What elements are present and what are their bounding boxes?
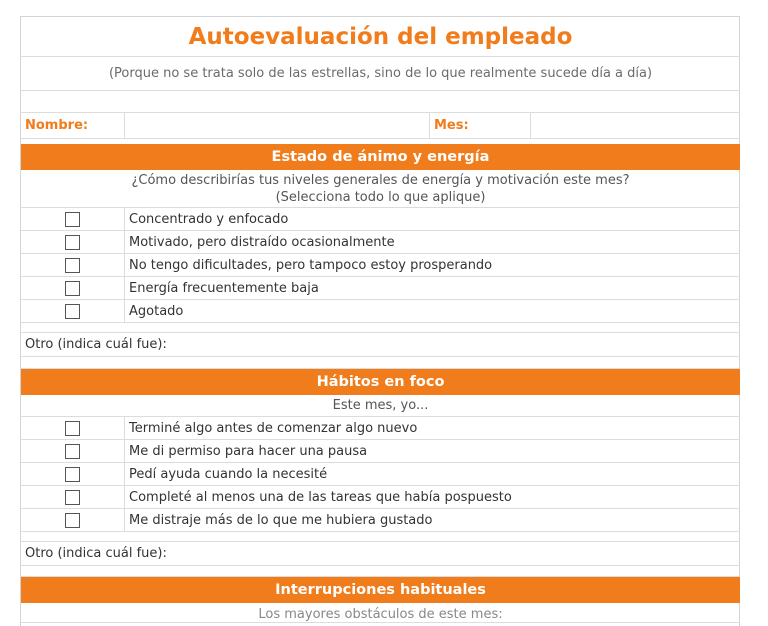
- checkbox-cell: [21, 440, 125, 462]
- checkbox-cell: [21, 486, 125, 508]
- option-row: [21, 231, 740, 254]
- spacer-row: [21, 357, 740, 369]
- other-field-energy[interactable]: Otro (indica cuál fue):: [21, 333, 740, 357]
- form-subtitle: (Porque no se trata solo de las estrellas, sino de lo que realmente sucede día a día): [21, 57, 740, 91]
- option-row: [21, 277, 740, 300]
- section-header-energy: Estado de ánimo y energía: [21, 144, 740, 170]
- checkbox[interactable]: [65, 421, 80, 436]
- option-row: [21, 254, 740, 277]
- option-label: Energía frecuentemente baja: [129, 280, 319, 296]
- spacer-row: [21, 323, 740, 333]
- section-header-interruptions: Interrupciones habituales: [21, 577, 740, 603]
- name-field[interactable]: [124, 113, 429, 138]
- month-label: Mes:: [434, 118, 469, 133]
- section-question-interruptions: Los mayores obstáculos de este mes:: [21, 603, 740, 623]
- option-row: [21, 440, 740, 463]
- checkbox[interactable]: [65, 467, 80, 482]
- checkbox[interactable]: [65, 490, 80, 505]
- spacer-row: [21, 91, 740, 113]
- name-month-row: [21, 113, 740, 139]
- checkbox-cell: [21, 509, 125, 531]
- checkbox-cell: [21, 231, 125, 253]
- option-row: [21, 208, 740, 231]
- checkbox-cell: [21, 300, 125, 322]
- month-field[interactable]: [530, 113, 740, 138]
- section-question-habits: Este mes, yo...: [21, 395, 740, 417]
- form-title: Autoevaluación del empleado: [21, 17, 740, 57]
- option-row: [21, 300, 740, 323]
- option-row: [21, 509, 740, 532]
- checkbox[interactable]: [65, 258, 80, 273]
- other-field-habits[interactable]: Otro (indica cuál fue):: [21, 542, 740, 566]
- month-label-cell: [429, 113, 530, 138]
- checkbox[interactable]: [65, 281, 80, 296]
- question-text: ¿Cómo describirías tus niveles generales de energía y motivación este mes?: [131, 172, 630, 188]
- checkbox-cell: [21, 463, 125, 485]
- checkbox[interactable]: [65, 235, 80, 250]
- option-row: [21, 463, 740, 486]
- checkbox-cell: [21, 417, 125, 439]
- option-label: Me di permiso para hacer una pausa: [129, 443, 368, 459]
- checkbox[interactable]: [65, 212, 80, 227]
- option-label: Agotado: [129, 303, 184, 319]
- section-header-habits: Hábitos en foco: [21, 369, 740, 395]
- option-label: Terminé algo antes de comenzar algo nuevo: [129, 420, 418, 436]
- option-label: Motivado, pero distraído ocasionalmente: [129, 234, 395, 250]
- checkbox-cell: [21, 277, 125, 299]
- option-label: Pedí ayuda cuando la necesité: [129, 466, 328, 482]
- spacer-row: [21, 532, 740, 542]
- option-label: Concentrado y enfocado: [129, 211, 289, 227]
- form-sheet: [20, 16, 740, 626]
- spacer-row: [21, 566, 740, 577]
- checkbox[interactable]: [65, 513, 80, 528]
- option-row: [21, 486, 740, 509]
- checkbox-cell: [21, 254, 125, 276]
- option-label: Completé al menos una de las tareas que había pospuesto: [129, 489, 512, 505]
- question-note: (Selecciona todo lo que aplique): [275, 189, 486, 205]
- checkbox-cell: [21, 208, 125, 230]
- section-question-energy: [21, 170, 740, 208]
- option-label: Me distraje más de lo que me hubiera gustado: [129, 512, 433, 528]
- option-label: No tengo dificultades, pero tampoco estoy prosperando: [129, 257, 493, 273]
- checkbox[interactable]: [65, 304, 80, 319]
- option-row: [21, 417, 740, 440]
- name-label: Nombre:: [25, 118, 89, 133]
- checkbox[interactable]: [65, 444, 80, 459]
